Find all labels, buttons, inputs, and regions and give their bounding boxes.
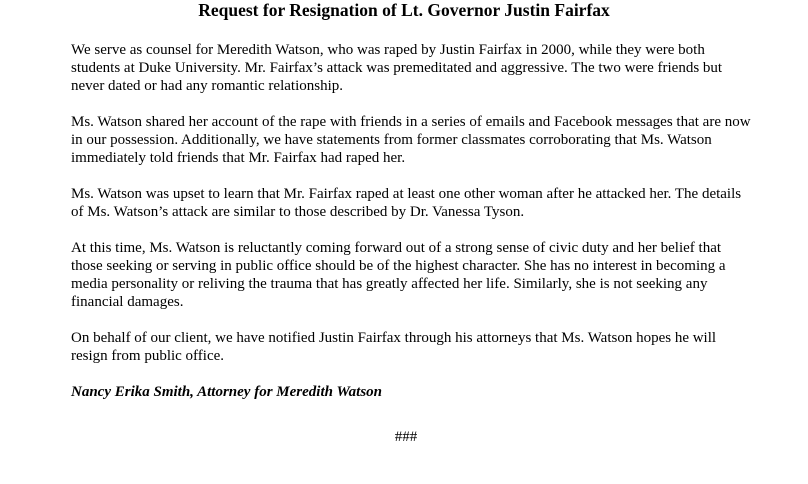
paragraph-4: At this time, Ms. Watson is reluctantly coming forward out of a strong sense of civic duty and her belief that those seeking or serving in public office should be of the highest character. She has no interest in becoming a media personality or reliving the trauma that has greatly affected her life. Similarly, she is not seeking any financial damages. (71, 240, 726, 310)
paragraph-1: We serve as counsel for Meredith Watson, who was raped by Justin Fairfax in 2000, while they were both students at Duke University. Mr. Fairfax’s attack was premeditated and aggressive. The two were friends but never dated or had any romantic relationship. (71, 42, 723, 94)
document-body (71, 41, 751, 418)
paragraph-3: Ms. Watson was upset to learn that Mr. Fairfax raped at least one other woman after he attacked her. The details of Ms. Watson’s attack are similar to those described by Dr. Vanessa Tyson. (71, 186, 742, 220)
paragraph-5: On behalf of our client, we have notified Justin Fairfax through his attorneys that Ms. Watson hopes he will resign from public office. (71, 330, 717, 364)
end-mark (0, 428, 808, 446)
end-mark-text: ### (394, 429, 418, 445)
document-title: Request for Resignation of Lt. Governor Justin Fairfax (198, 0, 610, 20)
paragraph-2: Ms. Watson shared her account of the rape with friends in a series of emails and Facebook messages that are now in our possession. Additionally, we have statements from former classmates corroborating that Ms. Watson immediately told friends that Mr. Fairfax had raped her. (71, 114, 751, 166)
signature-line: Nancy Erika Smith, Attorney for Meredith Watson (71, 384, 383, 400)
